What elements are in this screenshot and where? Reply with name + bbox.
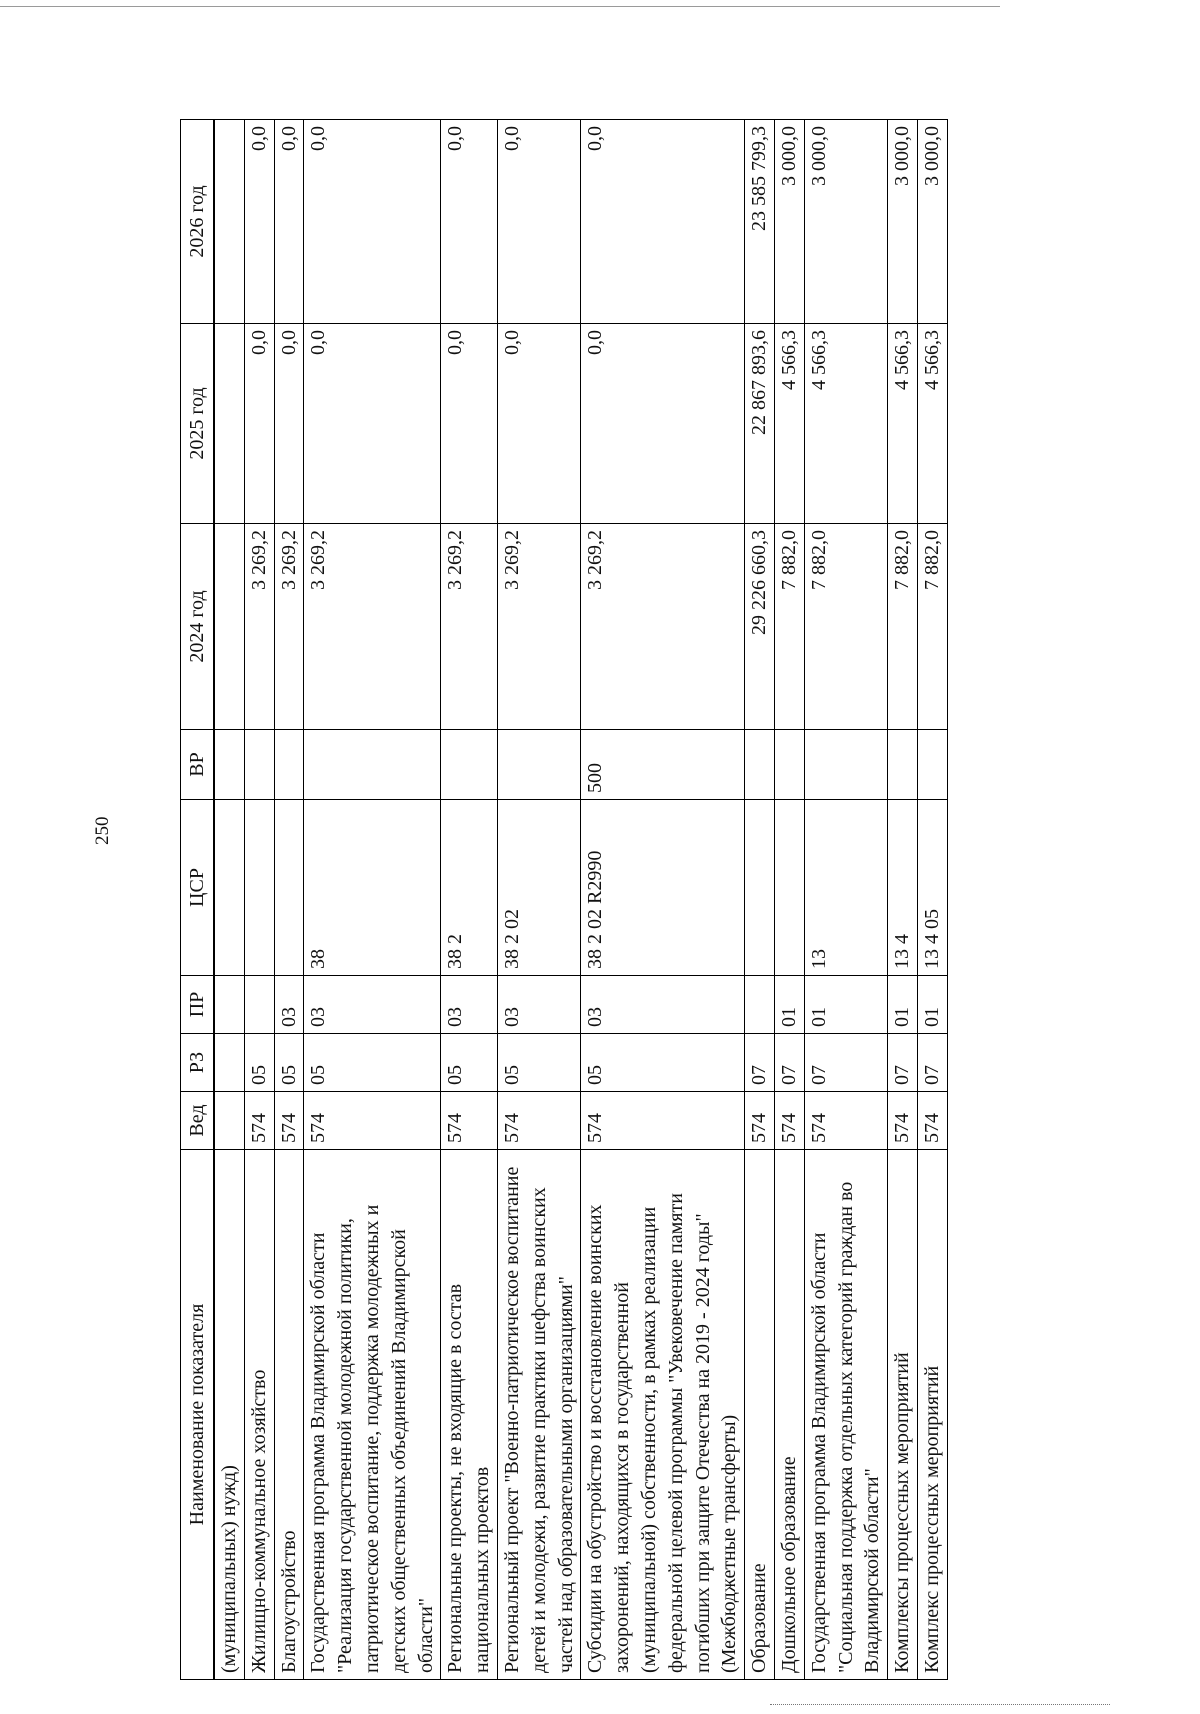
header-vr: ВР [181, 730, 215, 800]
cell-2025: 0,0 [244, 324, 274, 524]
header-2026: 2026 год [181, 120, 215, 324]
cell-2024: 7 882,0 [774, 524, 804, 730]
table-row [804, 120, 887, 1680]
header-ved: Вед [181, 1092, 215, 1150]
table-row [304, 120, 441, 1680]
table-row [214, 120, 244, 1680]
cell-rz [214, 1034, 244, 1092]
table-row [888, 120, 918, 1680]
cell-pr: 01 [804, 976, 887, 1034]
cell-csr [745, 800, 775, 976]
cell-ved: 574 [745, 1092, 775, 1150]
cell-rz: 07 [804, 1034, 887, 1092]
cell-ved [214, 1092, 244, 1150]
cell-csr: 38 2 02 R2990 [581, 800, 745, 976]
cell-pr [745, 976, 775, 1034]
table-row [745, 120, 775, 1680]
cell-csr: 13 4 [888, 800, 918, 976]
cell-pr: 03 [581, 976, 745, 1034]
cell-2025: 0,0 [304, 324, 441, 524]
cell-2024: 3 269,2 [244, 524, 274, 730]
cell-pr: 01 [888, 976, 918, 1034]
cell-csr: 38 [304, 800, 441, 976]
cell-name: Региональный проект "Военно-патриотическое воспитание детей и молодежи, развитие практики шефства воинских частей над образовательными организациями" [497, 1150, 580, 1680]
header-rz: РЗ [181, 1034, 215, 1092]
cell-rz: 05 [497, 1034, 580, 1092]
cell-2024: 3 269,2 [274, 524, 304, 730]
cell-name: Региональные проекты, не входящие в состав национальных проектов [441, 1150, 498, 1680]
table-row [497, 120, 580, 1680]
cell-name: Жилищно-коммунальное хозяйство [244, 1150, 274, 1680]
cell-2026: 3 000,0 [804, 120, 887, 324]
cell-2026: 3 000,0 [917, 120, 947, 324]
cell-pr [244, 976, 274, 1034]
cell-vr [497, 730, 580, 800]
scan-edge-dots [770, 1704, 1110, 1706]
cell-name: Государственная программа Владимирской области "Социальная поддержка отдельных категорий граждан во Владимирской области" [804, 1150, 887, 1680]
table-header-row [181, 120, 215, 1680]
cell-2026: 0,0 [441, 120, 498, 324]
cell-2026: 0,0 [304, 120, 441, 324]
cell-vr [745, 730, 775, 800]
cell-2026: 23 585 799,3 [745, 120, 775, 324]
table-row [244, 120, 274, 1680]
cell-2025: 4 566,3 [804, 324, 887, 524]
cell-rz: 07 [774, 1034, 804, 1092]
cell-rz: 05 [581, 1034, 745, 1092]
cell-vr [804, 730, 887, 800]
cell-name: Комплексы процессных мероприятий [888, 1150, 918, 1680]
cell-csr [214, 800, 244, 976]
page-number: 250 [92, 816, 113, 845]
cell-name: Дошкольное образование [774, 1150, 804, 1680]
cell-pr: 03 [304, 976, 441, 1034]
cell-2024: 29 226 660,3 [745, 524, 775, 730]
cell-pr: 01 [917, 976, 947, 1034]
header-2025: 2025 год [181, 324, 215, 524]
cell-vr [244, 730, 274, 800]
cell-2024: 3 269,2 [441, 524, 498, 730]
cell-pr [214, 976, 244, 1034]
cell-2025: 0,0 [497, 324, 580, 524]
cell-2026: 0,0 [274, 120, 304, 324]
budget-table [180, 119, 948, 1680]
cell-2026 [214, 120, 244, 324]
cell-rz: 07 [745, 1034, 775, 1092]
cell-pr: 01 [774, 976, 804, 1034]
rotated-table-container [180, 120, 1120, 1680]
cell-2026: 0,0 [244, 120, 274, 324]
cell-name: Государственная программа Владимирской области "Реализация государственной молодежной политики, патриотическое воспитание, поддержка молодежных и детских общественных объединений Владимирской области" [304, 1150, 441, 1680]
cell-vr [888, 730, 918, 800]
cell-ved: 574 [497, 1092, 580, 1150]
cell-2024: 7 882,0 [888, 524, 918, 730]
cell-rz: 05 [304, 1034, 441, 1092]
scan-edge-line [0, 6, 1000, 7]
cell-2026: 0,0 [581, 120, 745, 324]
cell-ved: 574 [917, 1092, 947, 1150]
header-pr: ПР [181, 976, 215, 1034]
cell-2025: 0,0 [274, 324, 304, 524]
cell-2026: 0,0 [497, 120, 580, 324]
cell-pr: 03 [274, 976, 304, 1034]
cell-ved: 574 [804, 1092, 887, 1150]
cell-ved: 574 [888, 1092, 918, 1150]
cell-rz: 05 [441, 1034, 498, 1092]
cell-ved: 574 [441, 1092, 498, 1150]
cell-2024 [214, 524, 244, 730]
table-row [917, 120, 947, 1680]
cell-csr: 38 2 [441, 800, 498, 976]
cell-csr [274, 800, 304, 976]
cell-2024: 3 269,2 [497, 524, 580, 730]
table-row [774, 120, 804, 1680]
cell-2024: 3 269,2 [581, 524, 745, 730]
table-row [441, 120, 498, 1680]
cell-2026: 3 000,0 [774, 120, 804, 324]
cell-2025 [214, 324, 244, 524]
table-row [274, 120, 304, 1680]
cell-ved: 574 [774, 1092, 804, 1150]
cell-vr: 500 [581, 730, 745, 800]
cell-vr [304, 730, 441, 800]
cell-2024: 7 882,0 [917, 524, 947, 730]
cell-pr: 03 [441, 976, 498, 1034]
cell-rz: 07 [917, 1034, 947, 1092]
cell-2024: 7 882,0 [804, 524, 887, 730]
header-name: Наименование показателя [181, 1150, 215, 1680]
cell-2024: 3 269,2 [304, 524, 441, 730]
cell-rz: 05 [244, 1034, 274, 1092]
cell-rz: 05 [274, 1034, 304, 1092]
cell-2025: 4 566,3 [917, 324, 947, 524]
cell-csr [244, 800, 274, 976]
cell-csr: 38 2 02 [497, 800, 580, 976]
cell-name: (муниципальных) нужд) [214, 1150, 244, 1680]
cell-vr [774, 730, 804, 800]
header-2024: 2024 год [181, 524, 215, 730]
cell-vr [214, 730, 244, 800]
cell-vr [917, 730, 947, 800]
cell-ved: 574 [274, 1092, 304, 1150]
cell-name: Образование [745, 1150, 775, 1680]
cell-vr [441, 730, 498, 800]
cell-name: Благоустройство [274, 1150, 304, 1680]
cell-pr: 03 [497, 976, 580, 1034]
cell-2026: 3 000,0 [888, 120, 918, 324]
cell-2025: 4 566,3 [774, 324, 804, 524]
cell-ved: 574 [244, 1092, 274, 1150]
cell-2025: 0,0 [441, 324, 498, 524]
cell-rz: 07 [888, 1034, 918, 1092]
cell-csr: 13 [804, 800, 887, 976]
cell-vr [274, 730, 304, 800]
cell-name: Субсидии на обустройство и восстановление воинских захоронений, находящихся в государственной (муниципальной) собственности, в рамках реализации федеральной целевой программы "Увековечение памяти погибших при защите Отечества на 2019 - 2024 годы" (Межбюджетные трансферты) [581, 1150, 745, 1680]
cell-2025: 4 566,3 [888, 324, 918, 524]
cell-2025: 0,0 [581, 324, 745, 524]
cell-name: Комплекс процессных мероприятий [917, 1150, 947, 1680]
cell-csr [774, 800, 804, 976]
cell-2025: 22 867 893,6 [745, 324, 775, 524]
cell-csr: 13 4 05 [917, 800, 947, 976]
cell-ved: 574 [304, 1092, 441, 1150]
header-csr: ЦСР [181, 800, 215, 976]
cell-ved: 574 [581, 1092, 745, 1150]
table-row [581, 120, 745, 1680]
